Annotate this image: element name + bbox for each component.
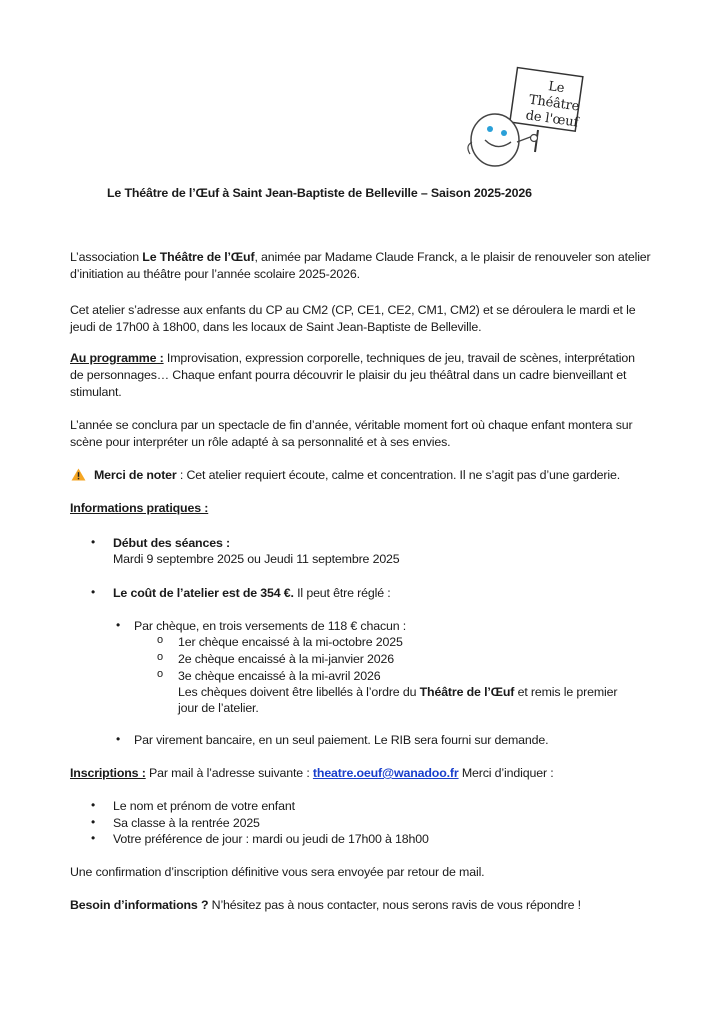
cheque-note-line1 <box>178 684 617 701</box>
notice-line <box>71 467 620 484</box>
sub-bullet-icon: o <box>157 651 163 663</box>
theatre-egg-logo <box>455 62 600 167</box>
bank-transfer-option: Par virement bancaire, en un seul paiement. Le RIB sera fourni sur demande. <box>134 733 549 747</box>
programme-line3: stimulant. <box>70 385 122 399</box>
logo-sign-line1: Le Théâtre <box>527 79 581 115</box>
show-paragraph-line2: scène pour interpréter un rôle adapté à sa personnalité et à ses envies. <box>70 435 451 449</box>
sub-bullet-icon: o <box>157 668 163 680</box>
bullet-icon: • <box>91 815 96 829</box>
bullet-icon: • <box>91 535 96 549</box>
email-link[interactable]: theatre.oeuf@wanadoo.fr <box>312 766 459 780</box>
registration-line <box>70 765 554 782</box>
programme-line2: de personnages… Chaque enfant pourra découvrir le plaisir du jeu théâtral dans un cadre bienveillant et <box>70 368 627 382</box>
notice-text: : Cet atelier requiert écoute, calme et concentration. Il ne s’agit pas d’une garderie. <box>176 468 621 482</box>
cheque-payee: Théâtre de l’Œuf <box>419 685 515 699</box>
practical-info-heading <box>70 500 208 517</box>
cost-amount: Le coût de l’atelier est de 354 €. <box>113 586 294 600</box>
intro-paragraph-line1 <box>70 249 651 266</box>
practical-info-heading-text: Informations pratiques : <box>70 501 209 515</box>
bullet-icon: • <box>91 585 96 599</box>
warning-icon <box>71 468 86 481</box>
sub-bullet-icon: o <box>157 634 163 646</box>
cheque-note-text: Les chèques doivent être libellés à l’ordre du <box>178 685 420 699</box>
bullet-icon: • <box>116 618 121 632</box>
cost-text: Il peut être réglé : <box>293 586 391 600</box>
start-date-label: Début des séances : <box>113 536 230 550</box>
programme-label: Au programme : <box>70 351 164 365</box>
cost-line <box>113 585 391 602</box>
programme-line1 <box>70 350 635 367</box>
registration-label: Inscriptions : <box>70 766 146 780</box>
programme-text: Improvisation, expression corporelle, techniques de jeu, travail de scènes, interprétation <box>163 351 635 365</box>
registration-item: Votre préférence de jour : mardi ou jeudi de 17h00 à 18h00 <box>113 832 429 846</box>
cheque-item: 2e chèque encaissé à la mi-janvier 2026 <box>178 652 394 666</box>
start-date-value: Mardi 9 septembre 2025 ou Jeudi 11 septembre 2025 <box>113 552 400 566</box>
registration-item: Le nom et prénom de votre enfant <box>113 799 295 813</box>
cheque-note-text: et remis le premier <box>514 685 618 699</box>
bullet-icon: • <box>116 732 121 746</box>
registration-item: Sa classe à la rentrée 2025 <box>113 816 260 830</box>
intro-paragraph-line2: d’initiation au théâtre pour l’année scolaire 2025-2026. <box>70 267 360 281</box>
registration-text: Par mail à l’adresse suivante : <box>145 766 313 780</box>
logo-sign-line2: de l'œuf <box>524 108 579 131</box>
cheque-payment-label: Par chèque, en trois versements de 118 € chacun : <box>134 619 407 633</box>
notice-label: Merci de noter <box>94 468 177 482</box>
document-title: Le Théâtre de l’Œuf à Saint Jean-Baptiste de Belleville – Saison 2025-2026 <box>107 186 532 200</box>
cheque-item: 3e chèque encaissé à la mi-avril 2026 <box>178 669 381 683</box>
registration-text: Merci d’indiquer : <box>458 766 554 780</box>
bullet-icon: • <box>91 798 96 812</box>
association-name: Le Théâtre de l’Œuf <box>142 250 255 264</box>
show-paragraph-line1: L’année se conclura par un spectacle de fin d’année, véritable moment fort où chaque enfant montera sur <box>70 418 633 432</box>
intro-text: , animée par Madame Claude Franck, a le plaisir de renouveler son atelier <box>254 250 651 264</box>
help-line <box>70 897 581 914</box>
cheque-item: 1er chèque encaissé à la mi-octobre 2025 <box>178 635 403 649</box>
help-text: N’hésitez pas à nous contacter, nous serons ravis de vous répondre ! <box>208 898 581 912</box>
confirmation-text: Une confirmation d’inscription définitive vous sera envoyée par retour de mail. <box>70 865 485 879</box>
audience-paragraph-line1: Cet atelier s’adresse aux enfants du CP au CM2 (CP, CE1, CE2, CM1, CM2) et se déroulera le mardi et le <box>70 303 636 317</box>
audience-paragraph-line2: jeudi de 17h00 à 18h00, dans les locaux de Saint Jean-Baptiste de Belleville. <box>70 320 482 334</box>
cheque-note-line2: jour de l’atelier. <box>178 701 259 715</box>
bullet-icon: • <box>91 831 96 845</box>
help-label: Besoin d’informations ? <box>70 898 209 912</box>
intro-text: L’association <box>70 250 143 264</box>
